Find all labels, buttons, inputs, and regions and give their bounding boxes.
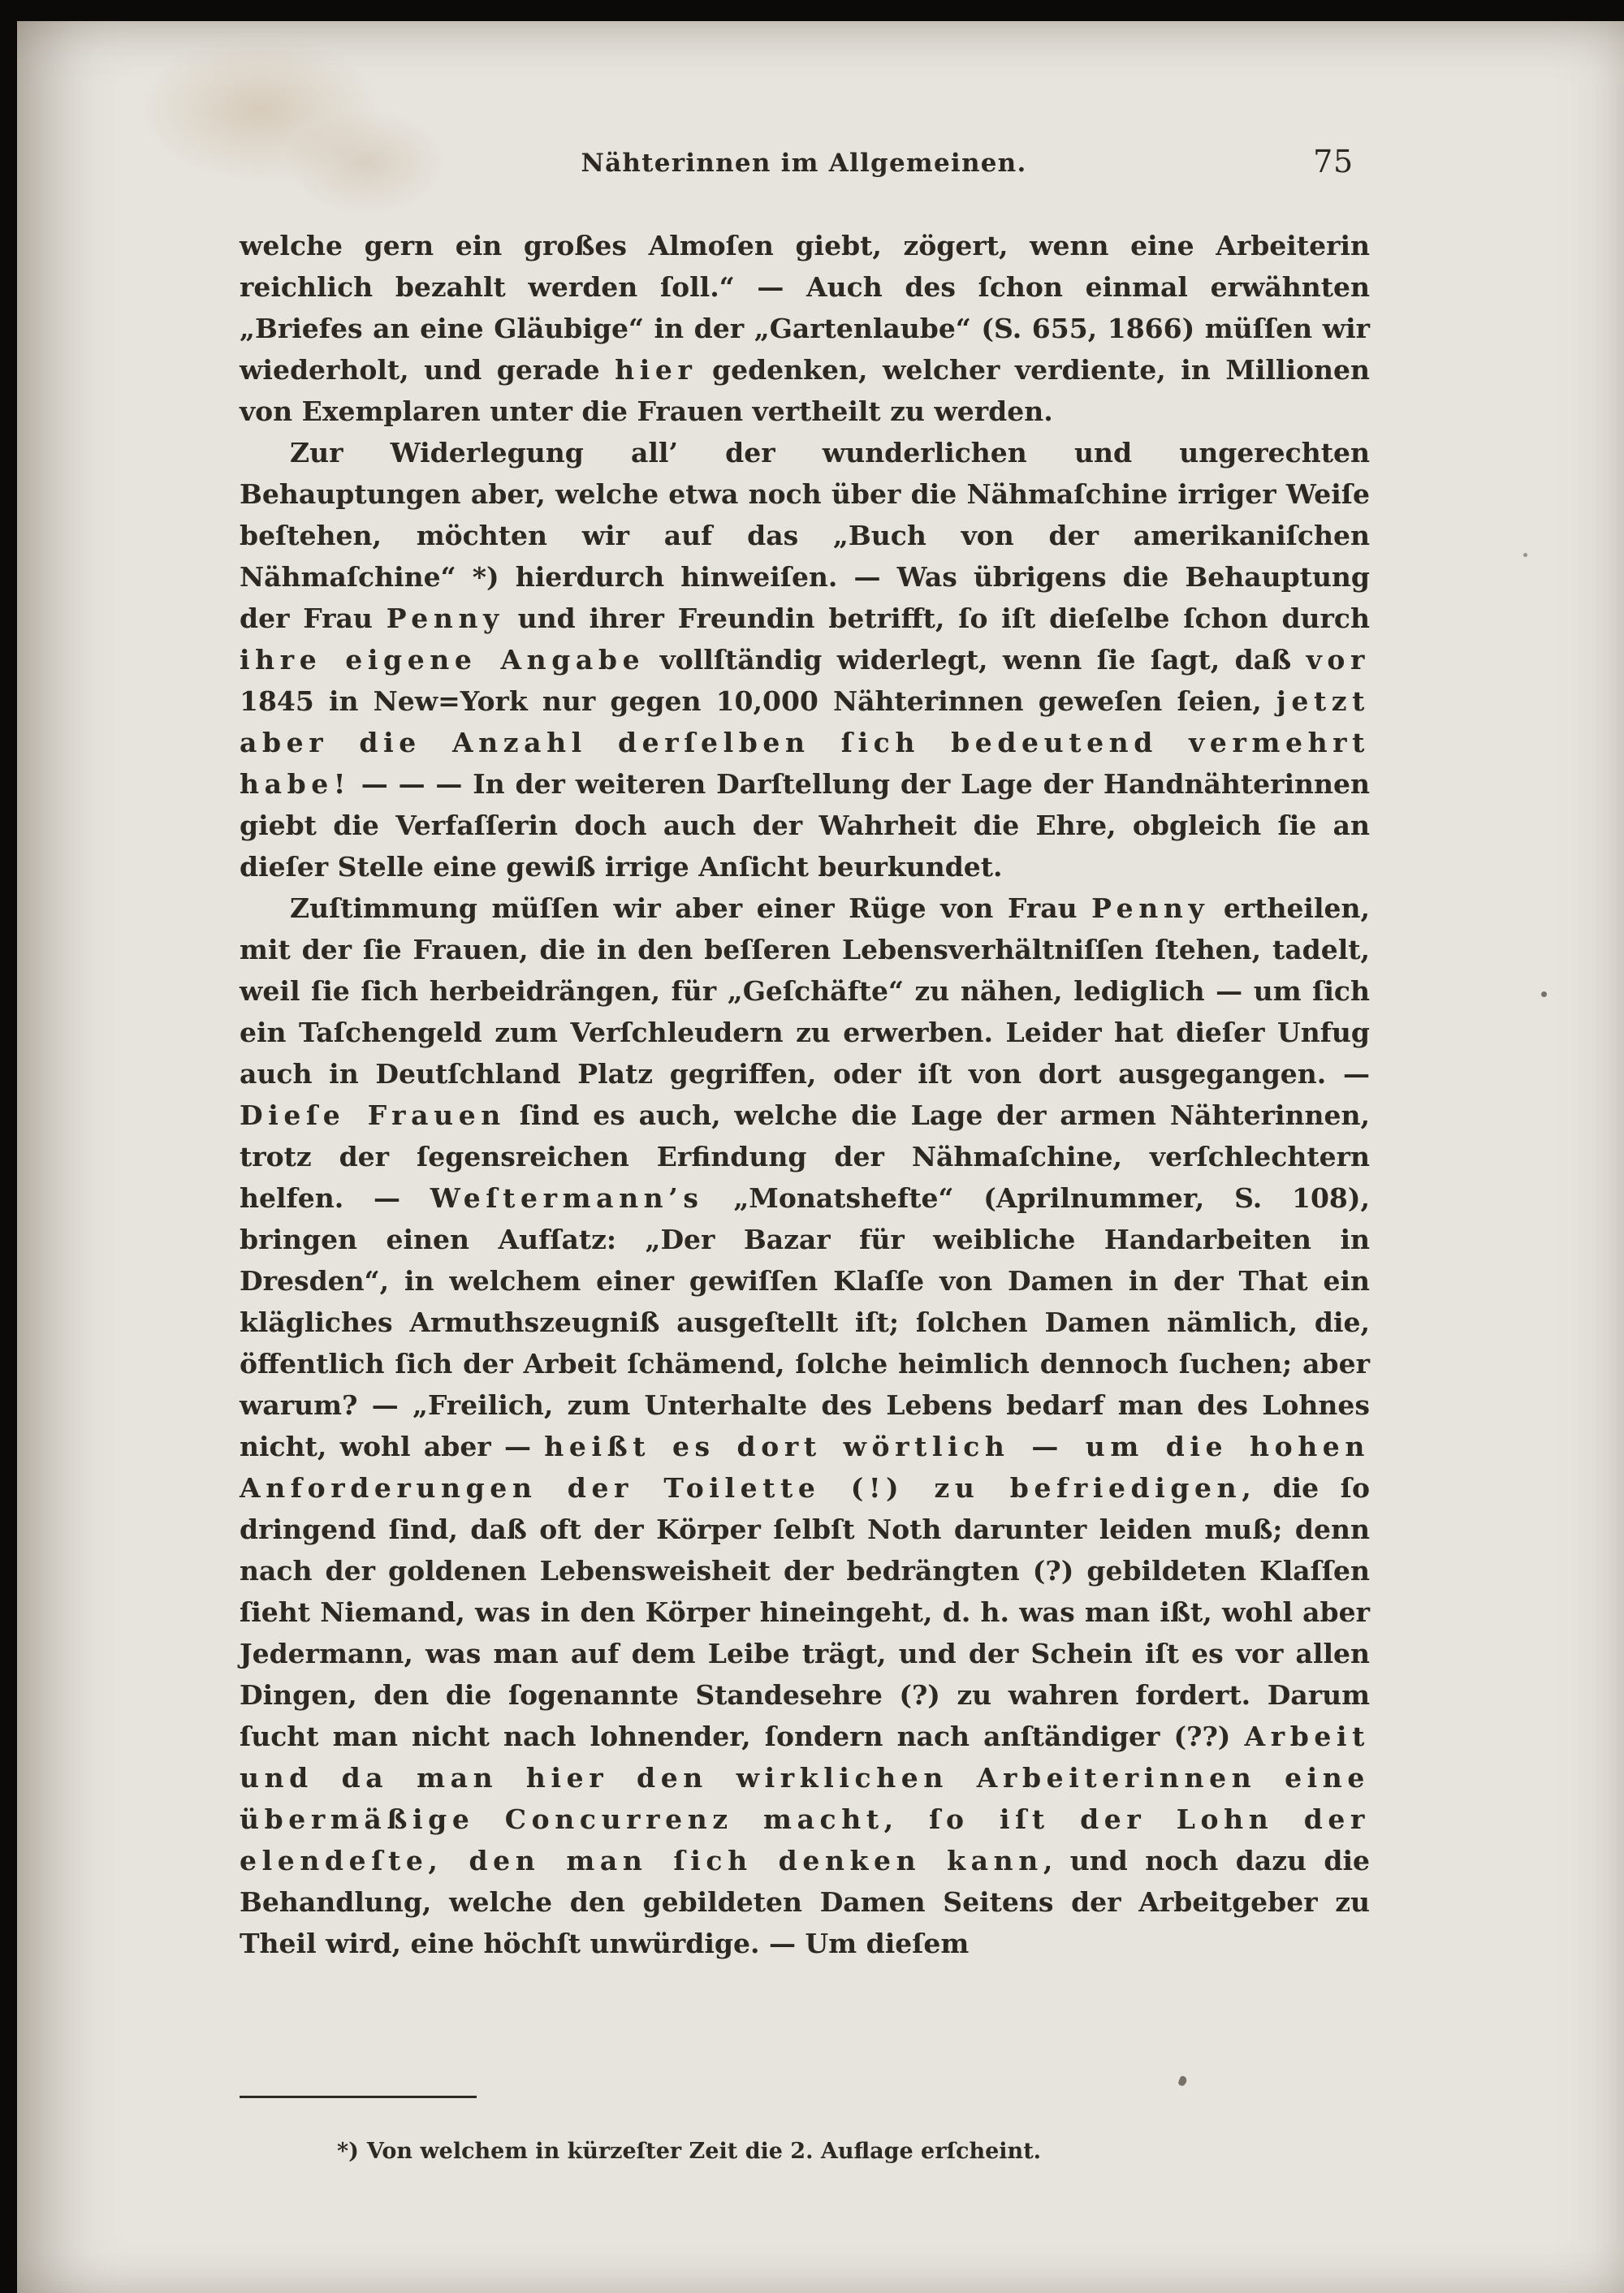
footnote-marker: *) [337, 2139, 359, 2164]
emphasized-text: Penny [1091, 892, 1210, 924]
text-segment: — — — In der weiteren Darſtellung der Lage der Handnähterinnen giebt die Verfaſſerin doch auch der Wahrheit die Ehre, obgleich ſie an dieſer Stelle eine gewiß irrige Anſicht beurkundet. [240, 768, 1370, 883]
emphasized-text: vor [1306, 644, 1370, 676]
text-segment: ertheilen, mit der ſie Frauen, die in den beſſeren Lebensverhältniſſen ſtehen, tadelt, weil ſie ſich herbeidrängen, für „Geſchäfte“ zu nähen, lediglich — um ſich ein Taſchengeld zum Verſchleudern zu erwerben. Leider hat dieſer Unfug auch in Deutſchland Platz gegriffen, oder iſt von dort ausgegangen. — [240, 892, 1370, 1090]
text-segment: vollſtändig widerlegt, wenn ſie ſagt, daß [645, 644, 1307, 676]
text-segment: gedenken, welcher verdiente, in Millionen von Exemplaren unter die Frauen vertheilt zu werden. [240, 354, 1370, 427]
emphasized-text: Arbeit und da man hier den wirklichen Arbeiterinnen eine übermäßige Concurrenz macht, ſo iſt der Lohn der elendeſte, den man ſich denken kann [240, 1721, 1370, 1876]
text-segment: ſind es auch, welche die Lage der armen Nähterinnen, trotz der ſegensreichen Erfindung der Nähmaſchine, verſchlechtern helfen. — [240, 1099, 1371, 1214]
running-title: Nähterinnen im Allgemeinen. [581, 149, 1027, 178]
emphasized-text: hier [615, 354, 698, 386]
text-segment: , die ſo dringend ſind, daß oft der Körper ſelbſt Noth darunter leiden muß; denn nach der goldenen Lebensweisheit der bedrängten (?) gebildeten Klaſſen ſieht Niemand, was in den Körper hineingeht, d. h. was man ißt, wohl aber Jedermann, was man auf dem Leibe trägt, und der Schein iſt es vor allen Dingen, den die ſogenannte Standesehre (?) zu wahren fordert. Darum ſucht man nicht nach lohnender, ſondern nach anſtändiger (??) [240, 1472, 1370, 1752]
page-number: 75 [1313, 144, 1354, 179]
scan-edge-left [0, 0, 17, 2293]
emphasized-text: jetzt aber die Anzahl derſelben ſich bedeutend vermehrt habe! [240, 685, 1370, 800]
text-segment: und ihrer Freundin betrifft, ſo iſt dieſelbe ſchon durch [503, 602, 1371, 634]
emphasized-text: Penny [386, 602, 504, 634]
paper-speck [1177, 2075, 1188, 2087]
paper-speck [1541, 991, 1547, 997]
footnote-separator [240, 2096, 477, 2098]
text-segment: , und noch dazu die Behandlung, welche den gebildeten Damen Seitens der Arbeitgeber zu Theil wird, eine höchſt unwürdige. — Um dieſem [240, 1845, 1371, 1959]
book-page [16, 20, 1624, 2293]
text-segment: „Monatshefte“ (Aprilnummer, S. 108), bringen einen Aufſatz: „Der Bazar für weibliche Handarbeiten in Dresden“, in welchem einer gewiſſen Klaſſe von Damen in der That ein klägliches Armuthszeugniß ausgeſtellt iſt; ſolchen Damen nämlich, die, öffentlich ſich der Arbeit ſchämend, ſolche heimlich dennoch ſuchen; aber warum? — „Freilich, zum Unterhalte des Lebens bedarf man des Lohnes nicht, wohl aber — [240, 1182, 1370, 1462]
text-segment: Zuſtimmung müſſen wir aber einer Rüge von Frau [290, 892, 1092, 924]
emphasized-text: heißt es dort wörtlich — um die hohen Anforderungen der Toilette (!) zu befriedigen [240, 1431, 1370, 1504]
paper-speck [1523, 553, 1527, 557]
text-segment: Zur Widerlegung all’ der wunderlichen und ungerechten Behauptungen aber, welche etwa noch über die Nähmaſchine irriger Weiſe beſtehen, möchten wir auf das „Buch von der amerikaniſchen Nähmaſchine“ *) hierdurch hinweiſen. — Was übrigens die Behauptung der Frau [240, 437, 1370, 634]
emphasized-text: ihre eigene Angabe [240, 644, 646, 676]
footnote [240, 2136, 1370, 2167]
paragraph [240, 887, 1370, 1964]
emphasized-text: Dieſe Frauen [240, 1099, 506, 1131]
body-text [240, 225, 1370, 1964]
text-segment: 1845 in New=York nur gegen 10,000 Nähterinnen geweſen ſeien, [240, 685, 1276, 717]
page-header [240, 144, 1368, 179]
footnote-text: Von welchem in kürzeſter Zeit die 2. Auflage erſcheint. [366, 2139, 1042, 2164]
scan-edge-top [0, 0, 1624, 21]
text-segment: welche gern ein großes Almoſen giebt, zögert, wenn eine Arbeiterin reichlich bezahlt werden ſoll.“ — Auch des ſchon einmal erwähnten „Briefes an eine Gläubige“ in der „Gartenlaube“ (S. 655, 1866) müſſen wir wiederholt, und gerade [240, 230, 1370, 386]
emphasized-text: Weſtermann’s [430, 1182, 704, 1214]
paragraph [240, 225, 1370, 432]
paragraph [240, 432, 1370, 887]
